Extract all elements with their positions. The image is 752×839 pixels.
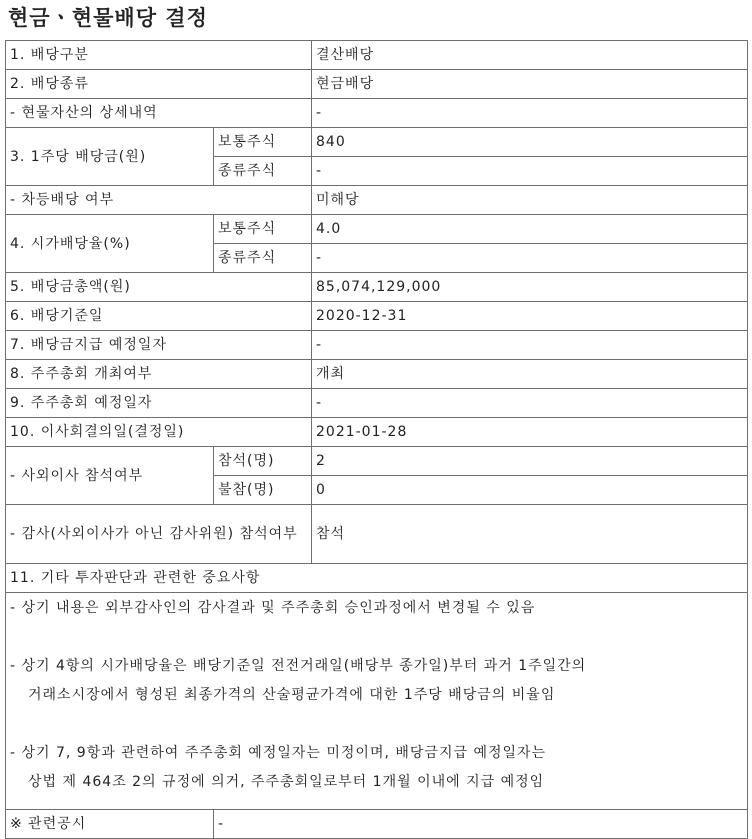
yield-label: 4. 시가배당율(%)	[6, 215, 214, 273]
row-other-header	[6, 564, 748, 593]
row-total	[6, 273, 748, 302]
row-in-kind-detail	[6, 99, 748, 128]
row-agm-held	[6, 360, 748, 389]
yield-preferred-label: 종류주식	[214, 244, 312, 273]
row-yield-common	[6, 215, 748, 244]
board-date-value: 2021-01-28	[312, 418, 748, 447]
dividend-kind-value: 현금배당	[312, 70, 748, 99]
dividend-type-label: 1. 배당구분	[6, 41, 312, 70]
dps-common-label: 보통주식	[214, 128, 312, 157]
agm-held-label: 8. 주주총회 개최여부	[6, 360, 312, 389]
yield-preferred-value: -	[312, 244, 748, 273]
note-3-line-1: - 상기 7, 9항과 관련하여 주주총회 예정일자는 미정이며, 배당금지급 예정일자는	[10, 745, 547, 761]
total-value: 85,074,129,000	[312, 273, 748, 302]
dps-label: 3. 1주당 배당금(원)	[6, 128, 214, 186]
row-related-disclosure	[6, 810, 748, 839]
agm-date-label: 9. 주주총회 예정일자	[6, 389, 312, 418]
row-pay-date	[6, 331, 748, 360]
row-other-notes	[6, 593, 748, 810]
dividend-kind-label: 2. 배당종류	[6, 70, 312, 99]
differential-value: 미해당	[312, 186, 748, 215]
record-date-value: 2020-12-31	[312, 302, 748, 331]
row-differential	[6, 186, 748, 215]
record-date-label: 6. 배당기준일	[6, 302, 312, 331]
dps-preferred-value: -	[312, 157, 748, 186]
pay-date-value: -	[312, 331, 748, 360]
yield-common-label: 보통주식	[214, 215, 312, 244]
note-2-line-1: - 상기 4항의 시가배당율은 배당기준일 전전거래일(배당부 종가일)부터 과거 1주일간의	[10, 658, 587, 674]
agm-date-value: -	[312, 389, 748, 418]
dividend-type-value: 결산배당	[312, 41, 748, 70]
row-dividend-type	[6, 41, 748, 70]
pay-date-label: 7. 배당금지급 예정일자	[6, 331, 312, 360]
dividend-disclosure-table	[5, 40, 748, 839]
note-2-line-2: 거래소시장에서 형성된 최종가격의 산술평균가격에 대한 1주당 배당금의 비율임	[28, 687, 556, 703]
differential-label: - 차등배당 여부	[6, 186, 312, 215]
total-label: 5. 배당금총액(원)	[6, 273, 312, 302]
dps-common-value: 840	[312, 128, 748, 157]
related-disclosure-label: ※ 관련공시	[6, 810, 214, 839]
dps-preferred-label: 종류주식	[214, 157, 312, 186]
row-outside-directors-present	[6, 447, 748, 476]
row-agm-date	[6, 389, 748, 418]
board-date-label: 10. 이사회결의일(결정일)	[6, 418, 312, 447]
outside-directors-label: - 사외이사 참석여부	[6, 447, 214, 505]
row-board-date	[6, 418, 748, 447]
row-dps-common	[6, 128, 748, 157]
page-title: 현금ㆍ현물배당 결정	[8, 6, 208, 30]
present-value: 2	[312, 447, 748, 476]
audit-attendance-value: 참석	[312, 505, 748, 564]
absent-label: 불참(명)	[214, 476, 312, 505]
note-1: - 상기 내용은 외부감사인의 감사결과 및 주주총회 승인과정에서 변경될 수 있음	[10, 600, 536, 616]
other-matters-notes	[6, 593, 748, 810]
agm-held-value: 개최	[312, 360, 748, 389]
in-kind-detail-value: -	[312, 99, 748, 128]
other-matters-label: 11. 기타 투자판단과 관련한 중요사항	[6, 564, 748, 593]
row-record-date	[6, 302, 748, 331]
row-audit-attendance	[6, 505, 748, 564]
related-disclosure-value: -	[214, 810, 748, 839]
row-dividend-kind	[6, 70, 748, 99]
present-label: 참석(명)	[214, 447, 312, 476]
yield-common-value: 4.0	[312, 215, 748, 244]
note-3-line-2: 상법 제 464조 2의 규정에 의거, 주주총회일로부터 1개월 이내에 지급 예정임	[28, 774, 545, 790]
in-kind-detail-label: - 현물자산의 상세내역	[6, 99, 312, 128]
absent-value: 0	[312, 476, 748, 505]
audit-attendance-label: - 감사(사외이사가 아닌 감사위원) 참석여부	[6, 505, 312, 564]
